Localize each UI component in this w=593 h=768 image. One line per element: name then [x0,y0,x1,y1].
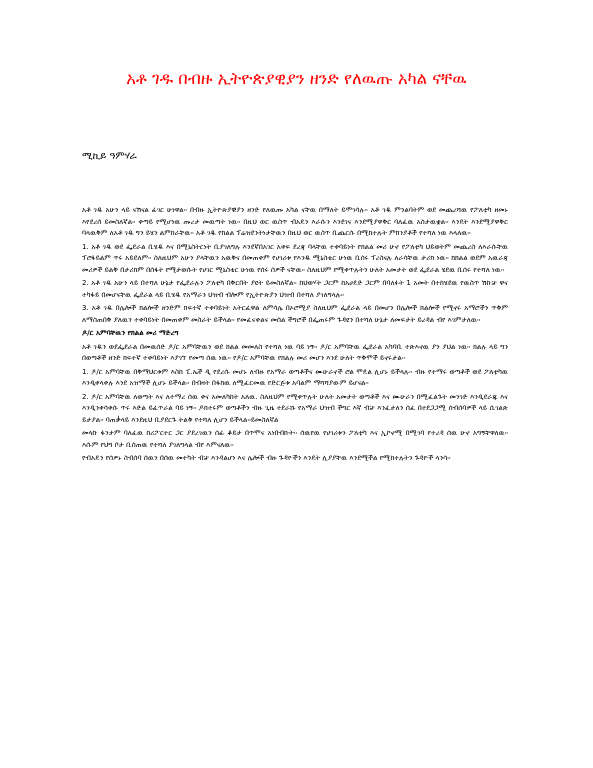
list-item: 2. ዶ/ር አምባቸዉ ለወጣት እና ለተማረ ሰዉ ቀና አመለካከት አለዉ. ስለዚህም የሚቀጥሉት ሁለት አመታት ወጣቶች እና ሙሁራን በሚፈልጉት መንገድ እንዲደራጁ እና እንዲንቀሳቀሱ ጥሩ እድል ይፈጥራል ባይ ነኝ፡፡ ዶክተሩም ወጣቶችን ብዙ ጊዜ ተደራሹ የአማራ ህዝብ ችግር እኛ ብቻ እንፈታለን ሰፈ በተደጋጋሚ ሰብሰባዎች ላይ ሲገልጽ ይታያል፡፡ ባጠቃላይ እንደዚህ ቢያደርጉ ትልቅ የተሻለ ሊሆን ይችላል፡፡ይመስለኛል [82,392,508,424]
section-heading: ዶ/ር አምባቸዉን የክልል መሪ ማድረግ [82,329,179,337]
author-name: ሚኪይ ዓምሃራ [82,151,137,162]
section-intro-paragraph: አቶ ገዱን ወደፌደራል በመዉሰድ ዶ/ር አምባቸዉን ወደ ክልል መመለስ የተሻለ ነዉ ባይ ነኝ፡፡ ዶ/ር አምባቸዉ ፌደራል አካባቢ ተጽእኖዉ ያን ያህል ነዉ፡፡ ክልሉ ላይ ግን በወጣቶች ዘንድ ክፍተኛ ተቀባይነት እያገኘ የመጣ ሰዉ ነዉ፡፡ የዶ/ር አምባቸዉ የክልሉ መሪ መሆን እንደ ሁለት ጥቅሞች ይኖሩታል፡፡ [82,342,508,362]
page-title: አቶ ገዱ በብዙ ኢትዮጵያዊያን ዘንድ የለዉጡ አካል ናቸዉ [126,69,467,88]
paragraph: መላኩ ፋንታም ባለፈዉ ከሪፖርተር ጋር ያደረገዉን ሰፊ ቆይታ በጥሞና አነበብኩት፡፡ ሰዉየዉ የሀገሪቱን ፖለቲካ እና ኢኮኖሚ በሚገባ የተረዳ ሰዉ ሁኖ አግኝቸዋለዉ፡፡ እሱም የህግ ቦታ ቢሰጠዉ የተሻለ ያገለግላል ብየ እምናለዉ፡፡ [82,429,508,449]
list-item: 1. አቶ ገዱ ወደ ፌደራል ቢሄዱ እና በሚኒስትርነት ቢያገለግሉ እንደኛበአገር አቀፍ ደረጃ ባላቸዉ ተቀባይነት የክልል መሪ ሁኖ የፖለቲካ ህይወትም መጨረስ ለእራሱቸዉ ፕሮፋይልም ጥሩ አይደለም፡፡ ስለዚህም አሁን ያላቸዉን አዉቅና በመጠቀም የሀገሪቱ የእንዱ ሚኒስቴር ሁነዉ ቢሰሩ ፕረስናሉ ለራሳቸዉ ታሪክ ነዉ፡፡ ክክልል ወደም አዉራጃ መሪዎች ይልቅ በታሪክም በሰፋት የሚታወሱት የሀገር ሚኒስቴር ሁነዉ የሰሩ ሰዎች ናቸዉ፡፡ ስለዚህም የሚቀጥሉትን ሁለት አመታት ወደ ፌደራል ሄደዉ ቢሰሩ የተሻለ ነዉ፡፡ [82,242,508,274]
paragraph: የብአዴን የሰዎኑ ስብሰባ ሰዉን በሰዉ መተካት ብቻ እንዳልሆነ እና ሌሎች ብዙ ጉዳዮችን እንዴት ሊያያቸዉ እንደሚችል የሚከተሉትን ጉዳዮች ላንሳ፡፡ [82,454,451,462]
list-item: 3. አቶ ገዱ በሌሎች ክልሎች ዘንድም ክፍተኛ ተቀባይነት አትርፈዋል ለምሳሌ በኦሮሚያ ስለዚህም ፌደራል ላይ በመሆን በሌሎች ክልሎች የሚኖሩ አማሮችን ጥቅም ለማስጠበቅ ያለዉን ተቀባይነት በመጠቀም መስራት ይችላል፡፡ የመፈናቀልና መሰል ችግሮች በፌጠሩም ጉዳዩን በተሻለ ሁኔታ ለመፍታት ይረዳል ብየ እገምታለዉ፡፡ [82,304,508,324]
list-item: 1. ዶ/ር አምባቸዉ በቅማህርቱም እስከ ፒ.ኤች ዲ የደረሱ መሆኑ ለብዙ የአማራ ወጣቶችና ሙሁራኖች ሮል ሞዴል ሊሆኑ ይችላሉ፡፡ ብዙ የተማሩ ወጣቶች ወደ ፖለቲካዉ እንዲቀላቀሉ እንደ አዝማች ሊሆኑ ይችላል፡፡ በብዛት በፋክዉ ለሚፈርመዉ የድርጅቱ አባልም ማሻሻያውም ይሆናል፡፡ [82,367,508,387]
article-body [82,205,508,467]
intro-paragraph: አቶ ገዱ አሁን ላይ ናሽናል ፊገር ሁነዋል፡፡ በብዙ ኢትዮጵያዊያን ዘንድ የለዉጡ አካል ናቸዉ በማለት ይሞገሳሉ፡፡ አቶ ገዱ ምንልባትም ወደ መጨረሻዉ የፖለቲካ ዘመኑ እየደረሰ ይመስለኛል፡፡ ቀጣይ የሚሆነዉ ጡረታ መዉጣት ነዉ፡፡ በዚህ ወር ዉስጥ ብአዴን እራሱን እንደገና እንደሚያዋቅር ባለፈዉ አስታዉቋል፡፡ እንዴት እንደሚያዋቅር ባላዉቅም ለአቶ ገዱ ግን ይሄን ልምከራቸዉ፡፡ አቶ ገዱ የክልል ፕሬዝደንትነታቸዉን በዚህ ወር ዉስጥ ቢጨርሱ በሚከተሉት ምክንያቶች የተሻለ ነዉ እላለዉ፡፡ [82,206,508,237]
list-item: 2. አቶ ገዱ አሁን ላይ በተሻለ ሁኔታ የፌደራሉን ፖለቲካ በቅርበት ያዩት ይመስለኛል፡፡ ከህወሃት ጋርም ከአሀዴድ ጋርም በባለፉት 1 አመት በተከሄደዉ የዉስጥ ሽኩቻ ዋና ተካፋይ በመሆናቸዉ ፌደራል ላይ ቢሄዱ የአማራን ህዝብ ብሎም የኢትዮጵያን ህዝብ በተሻለ ያገለግላሉ፡፡ [82,279,508,299]
